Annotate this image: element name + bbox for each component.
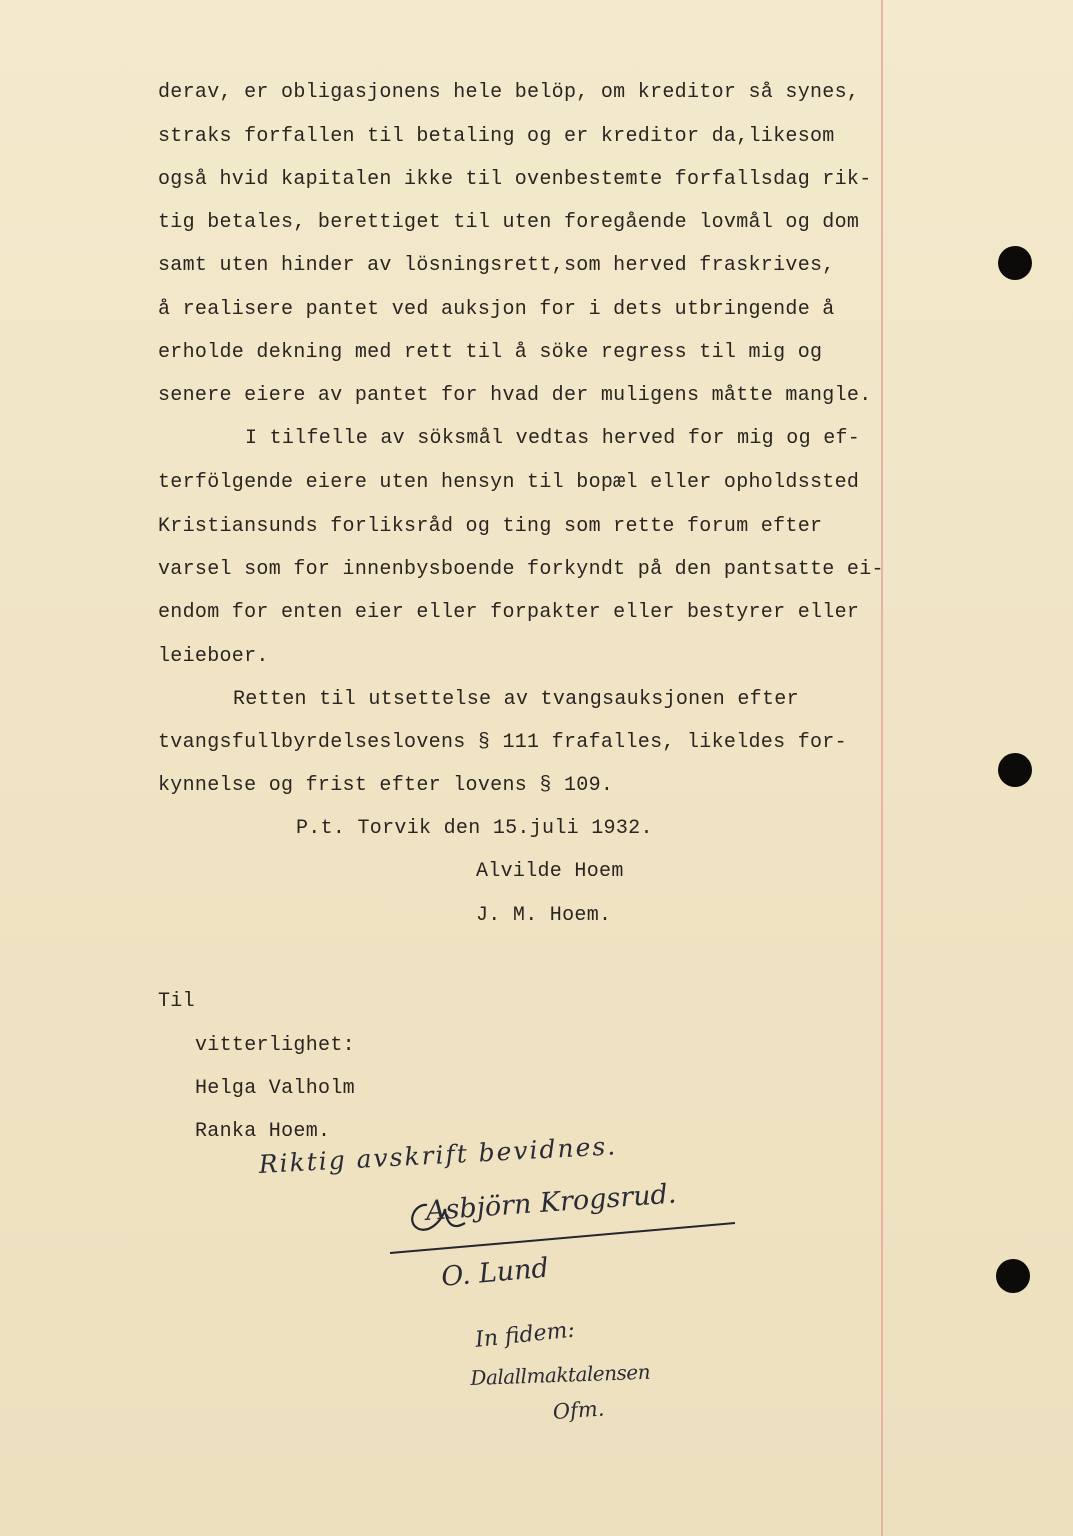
witness-heading: vitterlighet: (195, 1034, 355, 1057)
punch-hole-top (998, 246, 1032, 280)
note-line: In fidem: (474, 1317, 576, 1353)
witness-heading: Til (158, 990, 195, 1013)
body-line: tvangsfullbyrdelseslovens § 111 frafalles, likeldes for- (158, 731, 847, 754)
note-line: Ofm. (552, 1396, 606, 1424)
signatory-name: J. M. Hoem. (476, 904, 612, 927)
body-line: kynnelse og frist efter lovens § 109. (158, 774, 614, 797)
certification-note: Riktig avskrift bevidnes. (258, 1131, 618, 1179)
body-line: Kristiansunds forliksråd og ting som rette forum efter (158, 515, 823, 538)
signatory-name: Alvilde Hoem (476, 860, 624, 883)
body-line: Retten til utsettelse av tvangsauksjonen efter (233, 688, 799, 711)
body-line: straks forfallen til betaling og er kreditor da,likesom (158, 125, 835, 148)
body-line: tig betales, berettiget til uten foregående lovmål og dom (158, 211, 860, 234)
body-line: å realisere pantet ved auksjon for i dets utbringende å (158, 298, 835, 321)
place-date: P.t. Torvik den 15.juli 1932. (296, 817, 653, 840)
body-line: erholde dekning med rett til å söke regress til mig og (158, 341, 823, 364)
body-line: varsel som for innenbysboende forkyndt på den pantsatte ei- (158, 558, 884, 581)
body-line: endom for enten eier eller forpakter eller bestyrer eller (158, 601, 860, 624)
body-line: I tilfelle av söksmål vedtas herved for mig og ef- (245, 427, 861, 450)
body-line: også hvid kapitalen ikke til ovenbestemte forfallsdag rik- (158, 168, 872, 191)
body-line: leieboer. (158, 645, 269, 668)
signature-main: Asbjörn Krogsrud. (425, 1178, 678, 1227)
note-line: Dalallmaktalensen (470, 1359, 651, 1390)
signature-second: O. Lund (440, 1252, 551, 1293)
body-line: terfölgende eiere uten hensyn til bopæl eller opholdssted (158, 471, 860, 494)
punch-hole-middle (998, 753, 1032, 787)
body-line: senere eiere av pantet for hvad der muligens måtte mangle. (158, 384, 872, 407)
body-line: derav, er obligasjonens hele belöp, om kreditor så synes, (158, 81, 860, 104)
punch-hole-bottom (996, 1259, 1030, 1293)
witness-name: Ranka Hoem. (195, 1120, 331, 1143)
witness-name: Helga Valholm (195, 1077, 355, 1100)
body-line: samt uten hinder av lösningsrett,som herved fraskrives, (158, 254, 835, 277)
margin-rule (881, 0, 883, 1536)
